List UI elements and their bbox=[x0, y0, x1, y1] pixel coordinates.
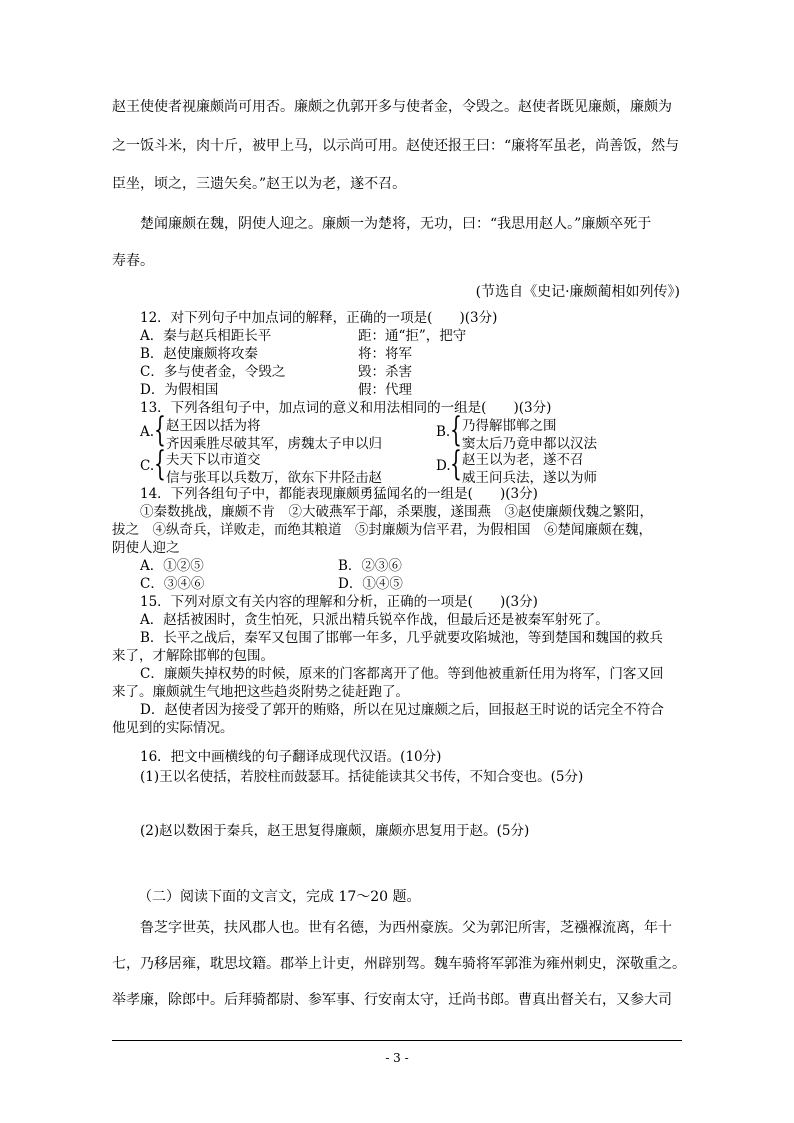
q13-label-d: D. bbox=[436, 458, 451, 474]
q13-d-line2: 威王问兵法，遂以为师 bbox=[462, 470, 597, 486]
page-number: - 3 - bbox=[385, 1051, 409, 1065]
q13-c-line2: 信与张耳以兵数万，欲东下井陉击赵 bbox=[166, 470, 382, 486]
passage-line: 臣坐，顷之，三遗矢矣。”赵王以为老，遂不召。 bbox=[112, 176, 407, 192]
q15-line: A．赵括被困时，贪生怕死，只派出精兵锐卒作战，但最后还是被秦军射死了。 bbox=[140, 612, 609, 628]
q13-stem: 13．下列各组句子中，加点词的意义和用法相同的一组是( )(3分) bbox=[140, 400, 552, 416]
q14-option-a: A．①②⑤ bbox=[140, 558, 204, 574]
q12-stem: 12．对下列句子中加点词的解释，正确的一项是( )(3分) bbox=[140, 310, 498, 326]
brace-icon: { bbox=[154, 444, 166, 484]
section2-line: 七，乃移居雍，耽思坟籍。郡举上计吏，州辟别驾。魏车骑将军郭淮为雍州刺史，深敬重之。 bbox=[112, 956, 686, 972]
q13-label-a: A. bbox=[140, 424, 155, 440]
q12-gloss-b: 将：将军 bbox=[358, 346, 412, 362]
passage-line: 寿春。 bbox=[112, 253, 154, 269]
q15-line: 来了，才解除邯郸的包围。 bbox=[112, 648, 274, 664]
q15-line: D．赵使者因为接受了郭开的贿赂，所以在见过廉颇之后，回报赵王时说的话完全不符合 bbox=[140, 702, 664, 718]
brace-icon: { bbox=[450, 444, 462, 484]
q15-line: C．廉颇失掉权势的时候，原来的门客都离开了他。等到他被重新任用为将军，门客又回 bbox=[140, 666, 664, 682]
q14-option-c: C．③④⑥ bbox=[140, 576, 205, 592]
section2-line: 举孝廉，除郎中。后拜骑都尉、参军事、行安南太守，迁尚书郎。曹真出督关右，又参大司 bbox=[112, 992, 672, 1008]
q12-option-c: C．多与使者金，令毁之 bbox=[140, 364, 286, 380]
q14-stem: 14．下列各组句子中，都能表现廉颇勇猛闻名的一组是( )(3分) bbox=[140, 486, 538, 502]
footer-divider bbox=[112, 1040, 682, 1041]
q12-gloss-d: 假：代理 bbox=[358, 382, 412, 398]
q14-body-line: 拔之 ④纵奇兵，详败走，而绝其粮道 ⑤封廉颇为信平君，为假相国 ⑥楚闻廉颇在魏， bbox=[112, 522, 652, 538]
q14-body-line: ①秦数挑战，廉颇不肯 ②大破燕军于鄗，杀栗腹，遂围燕 ③赵使廉颇伐魏之繁阳， bbox=[140, 504, 653, 520]
q13-label-b: B. bbox=[436, 424, 451, 440]
q16-stem: 16．把文中画横线的句子翻译成现代汉语。(10分) bbox=[140, 749, 442, 765]
q15-line: 来了。廉颇就生气地把这些趋炎附势之徒赶跑了。 bbox=[112, 684, 409, 700]
passage-line: 赵王使使者视廉颇尚可用否。廉颇之仇郭开多与使者金，令毁之。赵使者既见廉颇，廉颇为 bbox=[112, 99, 672, 115]
passage-line: 楚闻廉颇在魏，阴使人迎之。廉颇一为楚将，无功，曰：“我思用赵人。”廉颇卒死于 bbox=[140, 216, 652, 232]
q12-gloss-a: 距：通“拒”，把守 bbox=[358, 328, 467, 344]
q16-sentence-1: (1)王以名使括，若胶柱而鼓瑟耳。括徒能读其父书传，不知合变也。(5分) bbox=[140, 769, 584, 785]
q14-option-d: D．①④⑤ bbox=[338, 576, 403, 592]
q13-c-line1: 夫天下以市道交 bbox=[166, 452, 261, 468]
q13-b-line1: 乃得解邯郸之围 bbox=[462, 418, 557, 434]
q14-body-line: 阴使人迎之 bbox=[112, 540, 180, 556]
brace-icon: { bbox=[450, 410, 462, 450]
q13-label-c: C. bbox=[140, 458, 155, 474]
q14-option-b: B．②③⑥ bbox=[338, 558, 402, 574]
q15-line: 他见到的实际情况。 bbox=[112, 720, 234, 736]
section-heading: （二）阅读下面的文言文，完成 17～20 题。 bbox=[138, 889, 421, 905]
source-citation: (节选自《史记·廉颇蔺相如列传》) bbox=[475, 284, 680, 300]
section2-line: 鲁芝字世英，扶风郡人也。世有名德，为西州豪族。父为郭汜所害，芝襁褓流离，年十 bbox=[140, 920, 672, 936]
q15-line: B．长平之战后，秦军又包围了邯郸一年多，几乎就要攻陷城池，等到楚国和魏国的救兵 bbox=[140, 630, 663, 646]
passage-line: 之一饭斗米，肉十斤，被甲上马，以示尚可用。赵使还报王曰：“廉将军虽老，尚善饭，然与 bbox=[112, 138, 680, 154]
q16-sentence-2: (2)赵以数困于秦兵，赵王思复得廉颇，廉颇亦思复用于赵。(5分) bbox=[140, 823, 530, 839]
q13-b-line2: 窦太后乃竟申都以汉法 bbox=[462, 436, 597, 452]
q13-a-line2: 齐因乘胜尽破其军，虏魏太子申以归 bbox=[166, 436, 382, 452]
q15-stem: 15．下列对原文有关内容的理解和分析，正确的一项是( )(3分) bbox=[140, 594, 538, 610]
q12-option-b: B．赵使廉颇将攻秦 bbox=[140, 346, 258, 362]
q12-option-d: D．为假相国 bbox=[140, 382, 219, 398]
q13-a-line1: 赵王因以括为将 bbox=[166, 418, 261, 434]
q12-option-a: A．秦与赵兵相距长平 bbox=[140, 328, 272, 344]
brace-icon: { bbox=[154, 410, 166, 450]
q13-d-line1: 赵王以为老，遂不召 bbox=[462, 452, 584, 468]
q12-gloss-c: 毁：杀害 bbox=[358, 364, 412, 380]
